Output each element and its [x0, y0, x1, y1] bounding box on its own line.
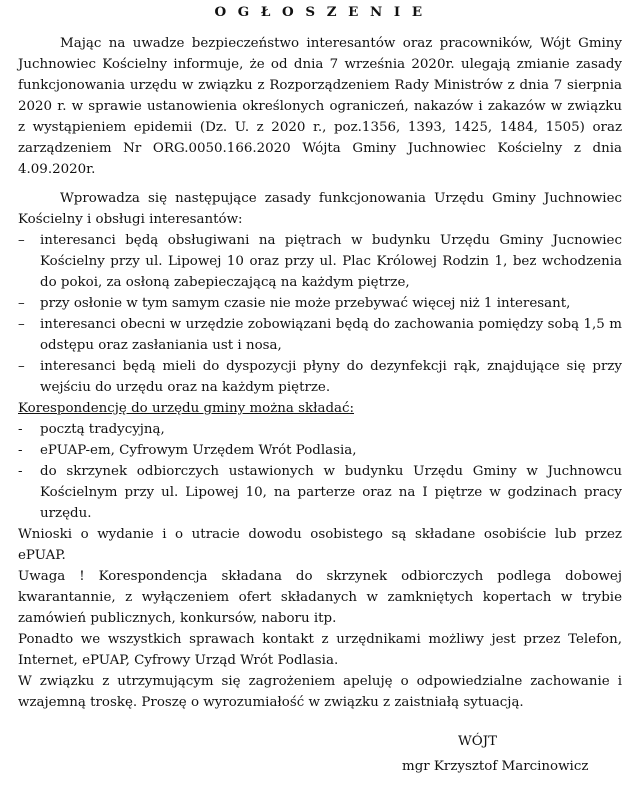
warning-paragraph: Uwaga ! Korespondencja składana do skrzynek odbiorczych podlega dobowej kwarantannie, z wyłączeniem ofert składanych w zamkniętych kopertach w trybie zamówień publicznych, konkursów, naboru itp.	[18, 569, 622, 626]
correspondence-heading: Korespondencję do urzędu gminy można składać:	[18, 401, 355, 416]
dash-bullet: –	[18, 317, 25, 332]
correspondence-text: pocztą tradycyjną,	[40, 422, 165, 437]
rule-text: interesanci będą obsługiwani na piętrach w budynku Urzędu Gminy Jucnowiec Kościelny przy ul. Lipowej 10 oraz przy ul. Plac Królowej Rodzin 1, bez wchodzenia do pokoi, za osłoną zabepieczającą na każdym piętrze,	[40, 233, 622, 290]
correspondence-text: ePUAP-em, Cyfrowym Urzędem Wrót Podlasia,	[40, 443, 357, 458]
signature-role: WÓJT	[458, 734, 498, 749]
dash-bullet: -	[18, 464, 23, 479]
rules-list	[18, 230, 622, 398]
list-item	[18, 230, 622, 293]
correspondence-text: do skrzynek odbiorczych ustawionych w budynku Urzędu Gminy w Juchnowcu Kościelnym przy ul. Lipowej 10, na parterze oraz na I piętrze w godzinach pracy urzędu.	[40, 464, 622, 521]
closing-paragraph: W związku z utrzymującym się zagrożeniem apeluję o odpowiedzialne zachowanie i wzajemną troskę. Proszę o wyrozumiałość w związku z zaistniałą sytuacją.	[18, 674, 622, 710]
dash-bullet: -	[18, 443, 23, 458]
list-item	[18, 440, 622, 461]
intro-paragraph: Mając na uwadze bezpieczeństwo interesantów oraz pracowników, Wójt Gminy Juchnowiec Kościelny informuje, że od dnia 7 września 2020r. ulegają zmianie zasady funkcjonowania urzędu w związku z Rozporządzeniem Rady Ministrów z dnia 7 sierpnia 2020 r. w sprawie ustanowienia określonych ograniczeń, nakazów i zakazów w związku z wystąpieniem epidemii (Dz. U. z 2020 r., poz.1356, 1393, 1425, 1484, 1505) oraz zarządzeniem Nr ORG.0050.166.2020 Wójta Gminy Juchnowiec Kościelny z dnia 4.09.2020r.	[18, 36, 622, 177]
rules-intro: Wprowadza się następujące zasady funkcjonowania Urzędu Gminy Juchnowiec Kościelny i obsługi interesantów:	[18, 191, 622, 227]
rule-text: przy osłonie w tym samym czasie nie może przebywać więcej niż 1 interesant,	[40, 296, 571, 311]
list-item	[18, 356, 622, 398]
dash-bullet: -	[18, 422, 23, 437]
correspondence-list	[18, 419, 622, 524]
dash-bullet: –	[18, 296, 25, 311]
announcement-title: O G Ł O S Z E N I E	[214, 4, 426, 20]
dash-bullet: –	[18, 359, 25, 374]
list-item	[18, 461, 622, 524]
list-item	[18, 293, 622, 314]
contact-paragraph: Ponadto we wszystkich sprawach kontakt z urzędnikami możliwy jest przez Telefon, Internet, ePUAP, Cyfrowy Urząd Wrót Podlasia.	[18, 632, 622, 668]
dash-bullet: –	[18, 233, 25, 248]
list-item	[18, 314, 622, 356]
signature-block	[18, 731, 622, 791]
list-item	[18, 419, 622, 440]
id-document-paragraph: Wnioski o wydanie i o utracie dowodu osobistego są składane osobiście lub przez ePUAP.	[18, 527, 622, 563]
rule-text: interesanci będą mieli do dyspozycji płyny do dezynfekcji rąk, znajdujące się przy wejściu do urzędu oraz na każdym piętrze.	[40, 359, 622, 395]
rule-text: interesanci obecni w urzędzie zobowiązani będą do zachowania pomiędzy sobą 1,5 m odstępu oraz zasłaniania ust i nosa,	[40, 317, 622, 353]
signature-name: mgr Krzysztof Marcinowicz	[402, 759, 589, 774]
